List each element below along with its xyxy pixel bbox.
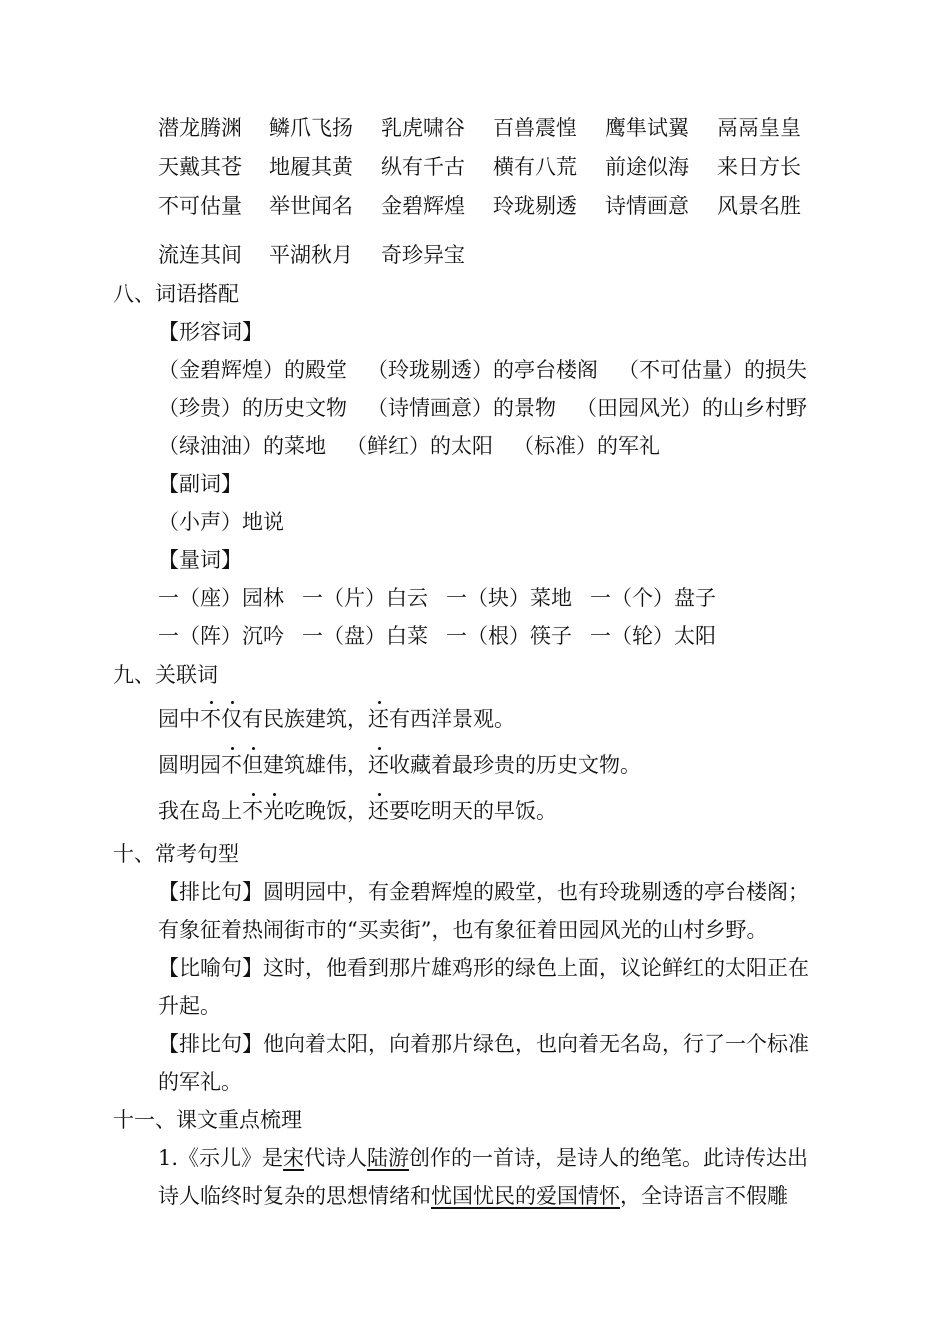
dotted-char: 不	[221, 753, 242, 777]
dotted-char: 还	[368, 753, 389, 777]
underlined-text: 忧国忧民的爱国情怀	[431, 1184, 620, 1208]
idiom: 鬲鬲皇皇	[717, 116, 801, 140]
text: 有西洋景观。	[389, 707, 515, 731]
idiom: 横有八荒	[493, 155, 577, 179]
phrase: 一（个）盘子	[590, 586, 716, 610]
text: 收藏着最珍贵的历史文物。	[389, 753, 641, 777]
phrase: 一（轮）太阳	[590, 624, 716, 648]
text: 创作的一首诗，是诗人的绝笔。此诗传达出	[409, 1146, 809, 1170]
dotted-char: 还	[368, 707, 389, 731]
key-point-1-line-1	[158, 1144, 808, 1172]
text: 代诗人	[304, 1146, 368, 1170]
text: 建筑雄伟，	[263, 753, 368, 777]
key-point-1-line-2	[158, 1182, 788, 1210]
underlined-text: 陆游	[367, 1146, 410, 1170]
adjective-row-3	[158, 432, 660, 460]
dotted-char: 不	[200, 707, 221, 731]
idiom: 诗情画意	[605, 194, 689, 218]
phrase: （绿油油）的菜地	[158, 434, 326, 458]
measure-word-row-1	[158, 584, 716, 612]
idiom: 鳞爪飞扬	[269, 116, 353, 140]
measure-word-heading: 【量词】	[158, 548, 242, 572]
dotted-char: 仅	[221, 707, 242, 731]
conjunction-sentence-1	[158, 705, 515, 733]
parallelism-example-2-line-2: 的军礼。	[158, 1070, 242, 1094]
idiom: 不可估量	[158, 194, 242, 218]
idiom: 平湖秋月	[269, 243, 353, 267]
text: 圆明园	[158, 753, 221, 777]
idiom: 鹰隼试翼	[605, 116, 689, 140]
phrase: 一（阵）沉吟	[158, 624, 284, 648]
text: 1.《示儿》是	[158, 1146, 284, 1170]
text: 诗人临终时复杂的思想情绪和	[158, 1184, 431, 1208]
text: 我在岛上	[158, 799, 242, 823]
parallelism-example-1-line-1: 【排比句】圆明园中，有金碧辉煌的殿堂，也有玲珑剔透的亭台楼阁；	[158, 880, 809, 904]
phrase: 一（片）白云	[302, 586, 428, 610]
adjective-row-1	[158, 356, 807, 384]
adjective-row-2	[158, 394, 807, 422]
phrase: 一（座）园林	[158, 586, 284, 610]
idiom: 潜龙腾渊	[158, 116, 242, 140]
idiom: 流连其间	[158, 243, 242, 267]
measure-word-row-2	[158, 622, 716, 650]
section-11-heading: 十一、课文重点梳理	[113, 1108, 302, 1132]
section-8-heading: 八、词语搭配	[113, 282, 239, 306]
dotted-char: 不	[242, 799, 263, 823]
phrase: 一（盘）白菜	[302, 624, 428, 648]
idiom: 风景名胜	[717, 194, 801, 218]
text: 要吃明天的早饭。	[389, 799, 557, 823]
dotted-char: 但	[242, 753, 263, 777]
text: ，全诗语言不假雕	[620, 1184, 788, 1208]
adverb-row: （小声）地说	[158, 510, 284, 534]
idiom: 举世闻名	[269, 194, 353, 218]
phrase: （金碧辉煌）的殿堂	[158, 358, 347, 382]
idiom: 金碧辉煌	[381, 194, 465, 218]
phrase: （标准）的军礼	[513, 434, 660, 458]
adjective-heading: 【形容词】	[158, 320, 263, 344]
adverb-heading: 【副词】	[158, 472, 242, 496]
idiom: 地履其黄	[269, 155, 353, 179]
idiom: 奇珍异宝	[381, 243, 465, 267]
idiom: 纵有千古	[381, 155, 465, 179]
idiom: 百兽震惶	[493, 116, 577, 140]
phrase: 一（根）筷子	[446, 624, 572, 648]
text: 吃晚饭，	[284, 799, 368, 823]
metaphor-example-line-1: 【比喻句】这时，他看到那片雄鸡形的绿色上面，议论鲜红的太阳正在	[158, 956, 809, 980]
metaphor-example-line-2: 升起。	[158, 994, 221, 1018]
idiom: 天戴其苍	[158, 155, 242, 179]
conjunction-sentence-2	[158, 751, 641, 779]
underlined-text: 宋	[283, 1146, 305, 1170]
phrase: （鲜红）的太阳	[346, 434, 493, 458]
section-10-heading: 十、常考句型	[113, 842, 239, 866]
parallelism-example-2-line-1: 【排比句】他向着太阳，向着那片绿色，也向着无名岛，行了一个标准	[158, 1032, 809, 1056]
phrase: （田园风光）的山乡村野	[576, 396, 807, 420]
phrase: 一（块）菜地	[446, 586, 572, 610]
idiom: 玲珑剔透	[493, 194, 577, 218]
parallelism-example-1-line-2: 有象征着热闹街市的“买卖街”，也有象征着田园风光的山村乡野。	[158, 918, 768, 942]
text: 园中	[158, 707, 200, 731]
dotted-char: 还	[368, 799, 389, 823]
text: 有民族建筑，	[242, 707, 368, 731]
idiom: 乳虎啸谷	[381, 116, 465, 140]
section-9-heading: 九、关联词	[113, 663, 218, 687]
phrase: （诗情画意）的景物	[367, 396, 556, 420]
idiom: 前途似海	[605, 155, 689, 179]
phrase: （不可估量）的损失	[618, 358, 807, 382]
idiom: 来日方长	[717, 155, 801, 179]
phrase: （玲珑剔透）的亭台楼阁	[367, 358, 598, 382]
phrase: （珍贵）的历史文物	[158, 396, 347, 420]
conjunction-sentence-3	[158, 797, 557, 825]
dotted-char: 光	[263, 799, 284, 823]
